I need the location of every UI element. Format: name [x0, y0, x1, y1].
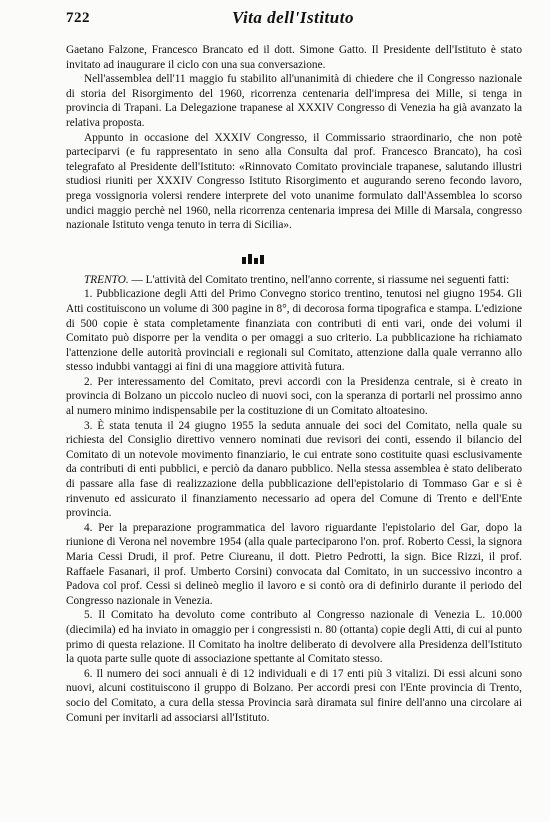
paragraph: Appunto in occasione del XXXIV Congresso, il Commissario straordinario, che non potè parteciparvi (e fu rappresentato in seno alla Consulta dal prof. Francesco Brancato), ha così telegrafato al Presidente dell'Istituto: «Rinnovato Comitato provinciale trapanese, salutando illustri studiosi riuniti per XXXIV Congresso Istituto Risorgimento et augurando sereno fecondo lavoro, prega vossignoria volersi rendere interprete del voto unanime formulato dall'Assemblea lo scorso undici maggio perchè nel 1960, nella ricorrenza centenaria impresa dei Mille di Marsala, congresso nazionale Istituto venga tenuto in terra di Sicilia». [66, 131, 522, 232]
page-header [66, 8, 520, 30]
list-item: 4. Per la preparazione programmatica del lavoro riguardante l'epistolario del Gar, dopo la riunione di Verona nel novembre 1954 (alla quale parteciparono l'on. prof. Roberto Cessi, la signora Maria Cessi Drudi, il prof. Petre Ciureanu, il dott. Pietro Pedrotti, la sign. Bice Rizzi, il prof. Raffaele Fasanari, il prof. Umberto Corsini) convocata dal Comitato, in un successivo incontro a Padova col prof. Cessi si delineò meglio il lavoro e si contò ora di definirlo durante il periodo del Congresso nazionale in Venezia. [66, 521, 522, 607]
list-item: 1. Pubblicazione degli Atti del Primo Convegno storico trentino, tenutosi nel giugno 1954. Gli Atti costituiscono un volume di 300 pagine in 8°, di decorosa forma tipografica e stampa. L'edizione di 500 copie è stata completamente finanziata con contributi di enti vari, onde dei volumi il Comitato può disporre per la vendita o per omaggi a suo criterio. La pubblicazione ha richiamato l'attenzione delle autorità provinciali e regionali sul Comitato, attenzione dalla quale verranno allo stesso indubbi vantaggi ai fini di una maggiore attività futura. [66, 288, 522, 374]
list-item: 6. Il numero dei soci annuali è di 12 individuali e di 17 enti più 3 vitalizi. Di essi alcuni sono nuovi, alcuni costituiscono il gruppo di Bolzano. Per accordi presi con l'Ente provincia di Trento, socio del Comitato, a cura della stessa Provincia sarà diramata sul finire dell'anno una circolare ai Comuni per invitarli ad associarsi all'Istituto. [66, 667, 522, 724]
section-title: TRENTO. [84, 273, 129, 286]
paragraph: Nell'assemblea dell'11 maggio fu stabilito all'unanimità di chiedere che il Congresso nazionale di storia del Risorgimento del 1960, ricorrenza centenaria dell'impresa dei Mille, si tenga in provincia di Trapani. La Delegazione trapanese al XXXIV Congresso di Venezia ha già avanzato la relativa proposta. [66, 73, 522, 129]
section-separator [66, 233, 522, 273]
ornament-icon [242, 254, 268, 264]
page-number: 722 [66, 10, 90, 26]
section-intro-text: — L'attività del Comitato trentino, nell'anno corrente, si riassume nei seguenti fatti: [128, 273, 510, 286]
list-item: 2. Per interessamento del Comitato, previ accordi con la Presidenza centrale, si è creato in provincia di Bolzano un piccolo nucleo di nuovi soci, con la speranza di portarli nel prossimo anno al numero minimo indispensabile per la costituzione di un Comitato altoatesino. [66, 375, 522, 418]
section-intro [66, 273, 522, 288]
body-text [66, 43, 522, 725]
list-item: 5. Il Comitato ha devoluto come contributo al Congresso nazionale di Venezia L. 10.000 (diecimila) ed ha inviato in omaggio per i congressisti n. 80 (ottanta) copie degli Atti, di cui al punto primo di questa relazione. Il Comitato ha inoltre deliberato di devolvere alla Presidenza dell'Istituto la quota parte sulle quote di associazione spettante al Comitato stesso. [66, 609, 522, 666]
list-item: 3. È stata tenuta il 24 giugno 1955 la seduta annuale dei soci del Comitato, nella quale su richiesta del Consiglio direttivo vennero nominati due revisori dei conti, essendo il bilancio del Comitato di un notevole movimento finanziario, le cui entrate sono costituite quasi esclusivamente da contributi di enti pubblici, e perciò da danaro pubblico. Nella stessa assemblea è stato deliberato di passare alla fase di realizzazione della pubblicazione dell'epistolario di Tommaso Gar e si è rinvenuto ed assicurato il finanziamento necessario ad opera del Comune di Trento e dell'Ente provincia. [66, 419, 522, 520]
running-title: Vita dell'Istituto [232, 8, 354, 27]
paragraph: Gaetano Falzone, Francesco Brancato ed il dott. Simone Gatto. Il Presidente dell'Istituto è stato invitato ad inaugurare il ciclo con una sua conversazione. [66, 44, 522, 71]
